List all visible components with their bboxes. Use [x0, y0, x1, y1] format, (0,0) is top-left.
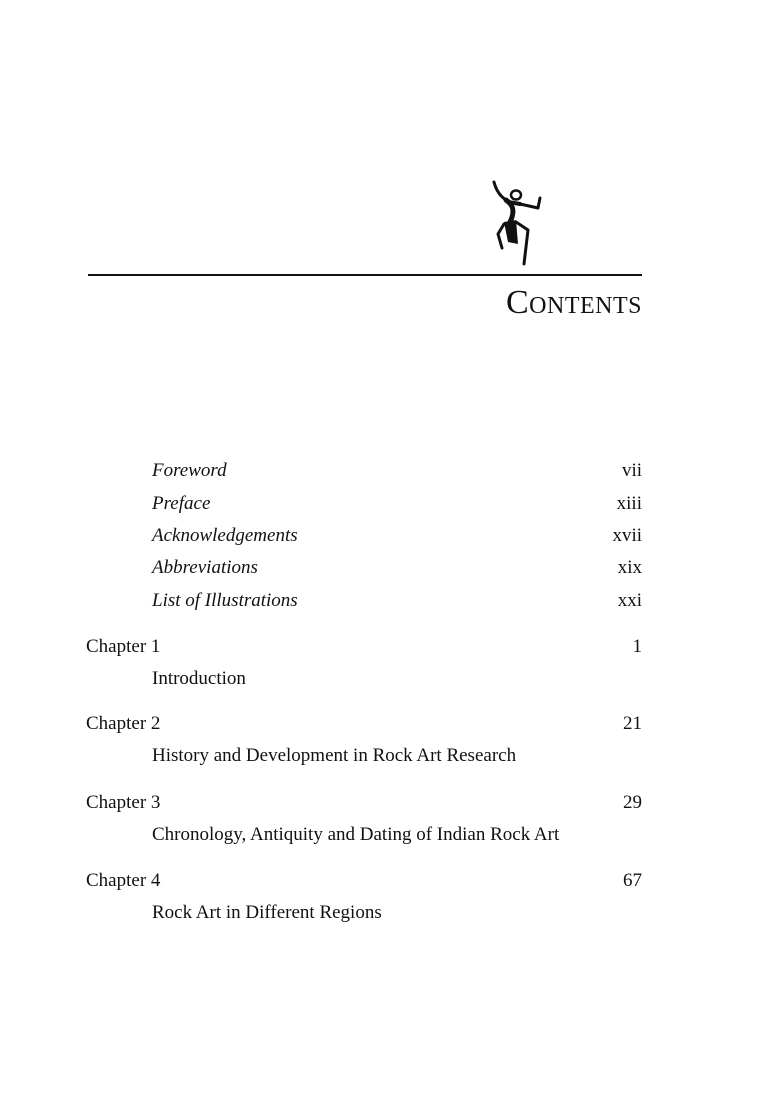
chapter-page: 29 — [623, 792, 642, 813]
toc-entry-label: Foreword — [152, 460, 227, 481]
toc-entry-page: xix — [617, 557, 642, 578]
chapter-title[interactable]: History and Development in Rock Art Research — [152, 745, 517, 766]
chapter-title[interactable]: Introduction — [152, 668, 246, 689]
toc-chapter-3[interactable] — [86, 792, 642, 822]
toc-entry-page: xvii — [612, 525, 642, 546]
chapter-label: Chapter 4 — [86, 870, 161, 891]
toc-entry-page: vii — [621, 460, 642, 481]
toc-chapter-1[interactable] — [86, 636, 642, 666]
toc-entry-preface[interactable] — [152, 493, 642, 523]
header-rule — [88, 274, 642, 276]
toc-entry-page: xiii — [616, 493, 642, 514]
chapter-title[interactable]: Chronology, Antiquity and Dating of Indian Rock Art — [152, 824, 560, 845]
chapter-page: 21 — [623, 713, 642, 734]
toc-entry-list-of-illustrations[interactable] — [152, 590, 642, 620]
toc-entry-label: Preface — [152, 493, 211, 514]
chapter-label: Chapter 1 — [86, 636, 161, 657]
toc-entry-abbreviations[interactable] — [152, 557, 642, 587]
toc-entry-label: Acknowledgements — [152, 525, 298, 546]
toc-chapter-4[interactable] — [86, 870, 642, 900]
chapter-page: 1 — [632, 636, 642, 657]
chapter-label: Chapter 3 — [86, 792, 161, 813]
toc-entry-acknowledgements[interactable] — [152, 525, 642, 555]
toc-entry-label: List of Illustrations — [152, 590, 298, 611]
chapter-label: Chapter 2 — [86, 713, 161, 734]
page-title: Contents — [505, 284, 642, 321]
chapter-page: 67 — [623, 870, 642, 891]
rock-art-figure-icon — [486, 178, 550, 268]
toc-entry-page: xxi — [617, 590, 642, 611]
toc-entry-foreword[interactable] — [152, 460, 642, 490]
toc-chapter-2[interactable] — [86, 713, 642, 743]
chapter-title[interactable]: Rock Art in Different Regions — [152, 902, 382, 923]
toc-entry-label: Abbreviations — [152, 557, 258, 578]
